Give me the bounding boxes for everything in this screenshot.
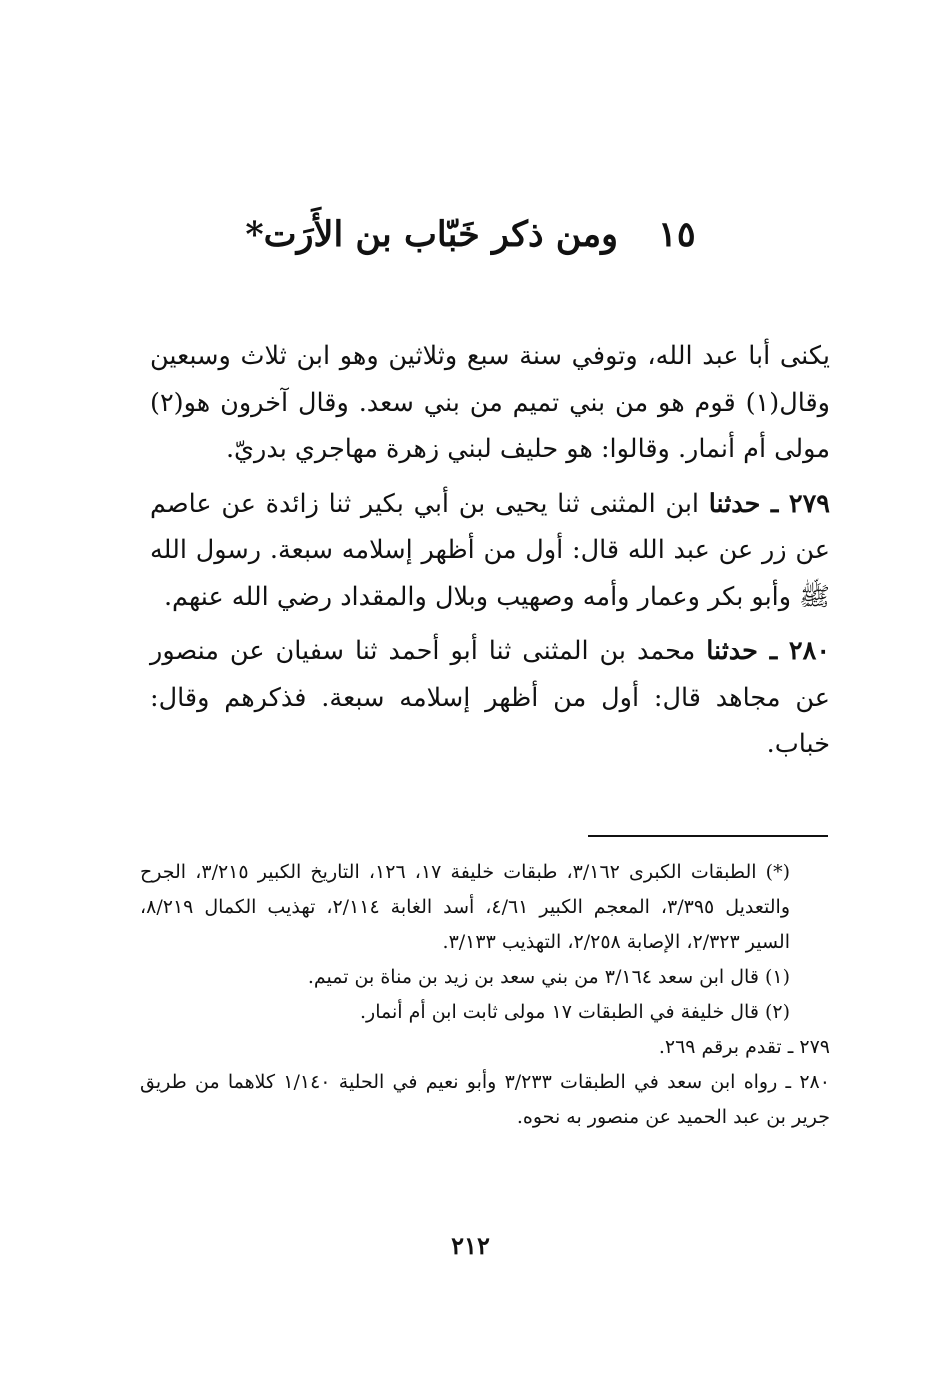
paragraph-text: يكنى أبا عبد الله، وتوفي سنة سبع وثلاثين وهو ابن ثلاث وسبعين وقال(١) قوم هو من بني تميم من بني سعد. وقال آخرون هو(٢) مولى أم أنمار. وقالوا: هو حليف لبني زهرة مهاجري بدريّ. [150, 341, 830, 464]
footnotes [140, 855, 830, 1135]
footnote-1: (١) قال ابن سعد ٣/١٦٤ من بني سعد بن زيد بن مناة بن تميم. [307, 966, 790, 988]
footnote-280: ٢٨٠ ـ رواه ابن سعد في الطبقات ٣/٢٣٣ وأبو نعيم في الحلية ١/١٤٠ كلاهما من طريق جرير بن عبد الحميد عن منصور به نحوه. [140, 1071, 830, 1128]
footnote-divider [588, 835, 828, 837]
footnote-2: (٢) قال خليفة في الطبقات ١٧ مولى ثابت ابن أم أنمار. [360, 1001, 790, 1023]
hadith-paragraph-279 [150, 481, 830, 621]
paragraph-text: محمد بن المثنى ثنا أبو أحمد ثنا سفيان عن منصور عن مجاهد قال: أول من أظهر إسلامه سبعة. فذكرهم وقال: خباب. [150, 636, 830, 759]
paragraph-lead: ٢٨٠ ـ حدثنا [706, 636, 831, 666]
page-number: ٢١٢ [451, 1231, 490, 1260]
paragraph-lead: ٢٧٩ ـ حدثنا [708, 488, 830, 519]
paragraph-text: ابن المثنى ثنا يحيى بن أبي بكير ثنا زائدة عن عاصم عن زر عن عبد الله قال: أول من أظهر إسلامه سبعة. رسول الله ﷺ وأبو بكر وعمار وأمه وصهيب وبلال والمقداد رضي الله عنهم. [150, 488, 830, 612]
section-heading [0, 205, 941, 265]
main-text [150, 333, 830, 776]
section-title: ومن ذكر خَبّاب بن الأَرَت* [245, 214, 619, 255]
footnote-279: ٢٧٩ ـ تقدم برقم ٢٦٩. [658, 1036, 830, 1058]
intro-paragraph [150, 333, 830, 473]
section-number: ١٥ [658, 214, 696, 255]
footnote-sources: (*) الطبقات الكبرى ٣/١٦٢، طبقات خليفة ١٧، ١٢٦، التاريخ الكبير ٣/٢١٥، الجرح والتعديل ٣/٣٩٥، المعجم الكبير ٤/٦١، أسد الغابة ٢/١١٤، تهذيب الكمال ٨/٢١٩، السير ٢/٣٢٣، الإصابة ٢/٢٥٨، التهذيب ٣/١٣٣. [140, 861, 790, 953]
hadith-paragraph-280 [150, 628, 830, 768]
